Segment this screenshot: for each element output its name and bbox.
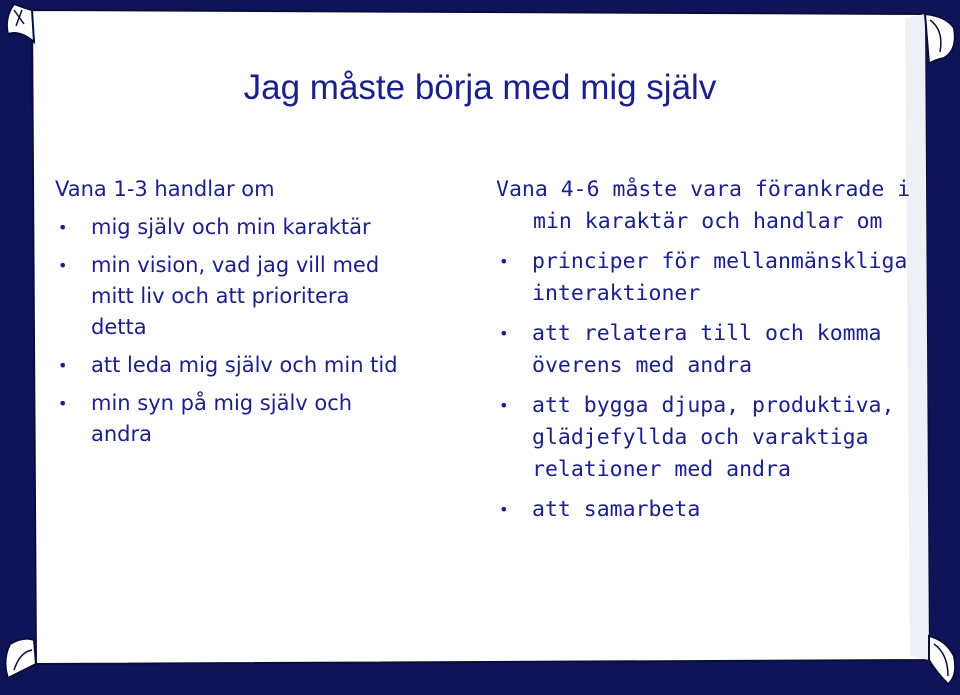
left-column-intro: Vana 1-3 handlar om bbox=[55, 177, 275, 201]
list-item-text: att samarbeta bbox=[532, 497, 701, 522]
bullet-icon: • bbox=[58, 218, 68, 237]
bullet-icon: • bbox=[58, 394, 68, 413]
list-item bbox=[55, 388, 400, 450]
bullet-icon: • bbox=[499, 396, 509, 415]
list-item-text: principer för mellanmänskliga interaktioner bbox=[532, 249, 908, 306]
left-column bbox=[55, 174, 400, 450]
list-item bbox=[496, 390, 916, 486]
right-column-intro: Vana 4-6 måste vara förankrade i min karaktär och handlar om bbox=[496, 177, 911, 234]
bullet-icon: • bbox=[499, 500, 509, 519]
list-item-text: att relatera till och komma överens med andra bbox=[532, 321, 882, 378]
list-item-text: att bygga djupa, produktiva, glädjefyllda och varaktiga relationer med andra bbox=[532, 393, 895, 482]
list-item bbox=[496, 494, 916, 526]
right-column bbox=[496, 174, 916, 526]
bottom-right-curl bbox=[929, 636, 955, 684]
list-item bbox=[496, 246, 916, 310]
right-bullet-list bbox=[496, 246, 916, 526]
left-bullet-list bbox=[55, 212, 400, 450]
bullet-icon: • bbox=[499, 252, 509, 271]
list-item bbox=[55, 212, 400, 243]
slide-title: Jag måste börja med mig själv bbox=[243, 68, 717, 107]
bottom-left-curl bbox=[5, 639, 36, 678]
list-item bbox=[55, 350, 400, 381]
list-item bbox=[496, 318, 916, 382]
list-item bbox=[55, 250, 400, 343]
top-left-curl bbox=[7, 4, 34, 42]
list-item-text: min syn på mig själv och andra bbox=[91, 391, 353, 446]
list-item-text: mig själv och min karaktär bbox=[91, 215, 371, 239]
bullet-icon: • bbox=[58, 256, 68, 275]
list-item-text: att leda mig själv och min tid bbox=[91, 353, 398, 377]
bullet-icon: • bbox=[499, 324, 509, 343]
list-item-text: min vision, vad jag vill med mitt liv och att prioritera detta bbox=[91, 253, 380, 339]
bullet-icon: • bbox=[58, 356, 68, 375]
